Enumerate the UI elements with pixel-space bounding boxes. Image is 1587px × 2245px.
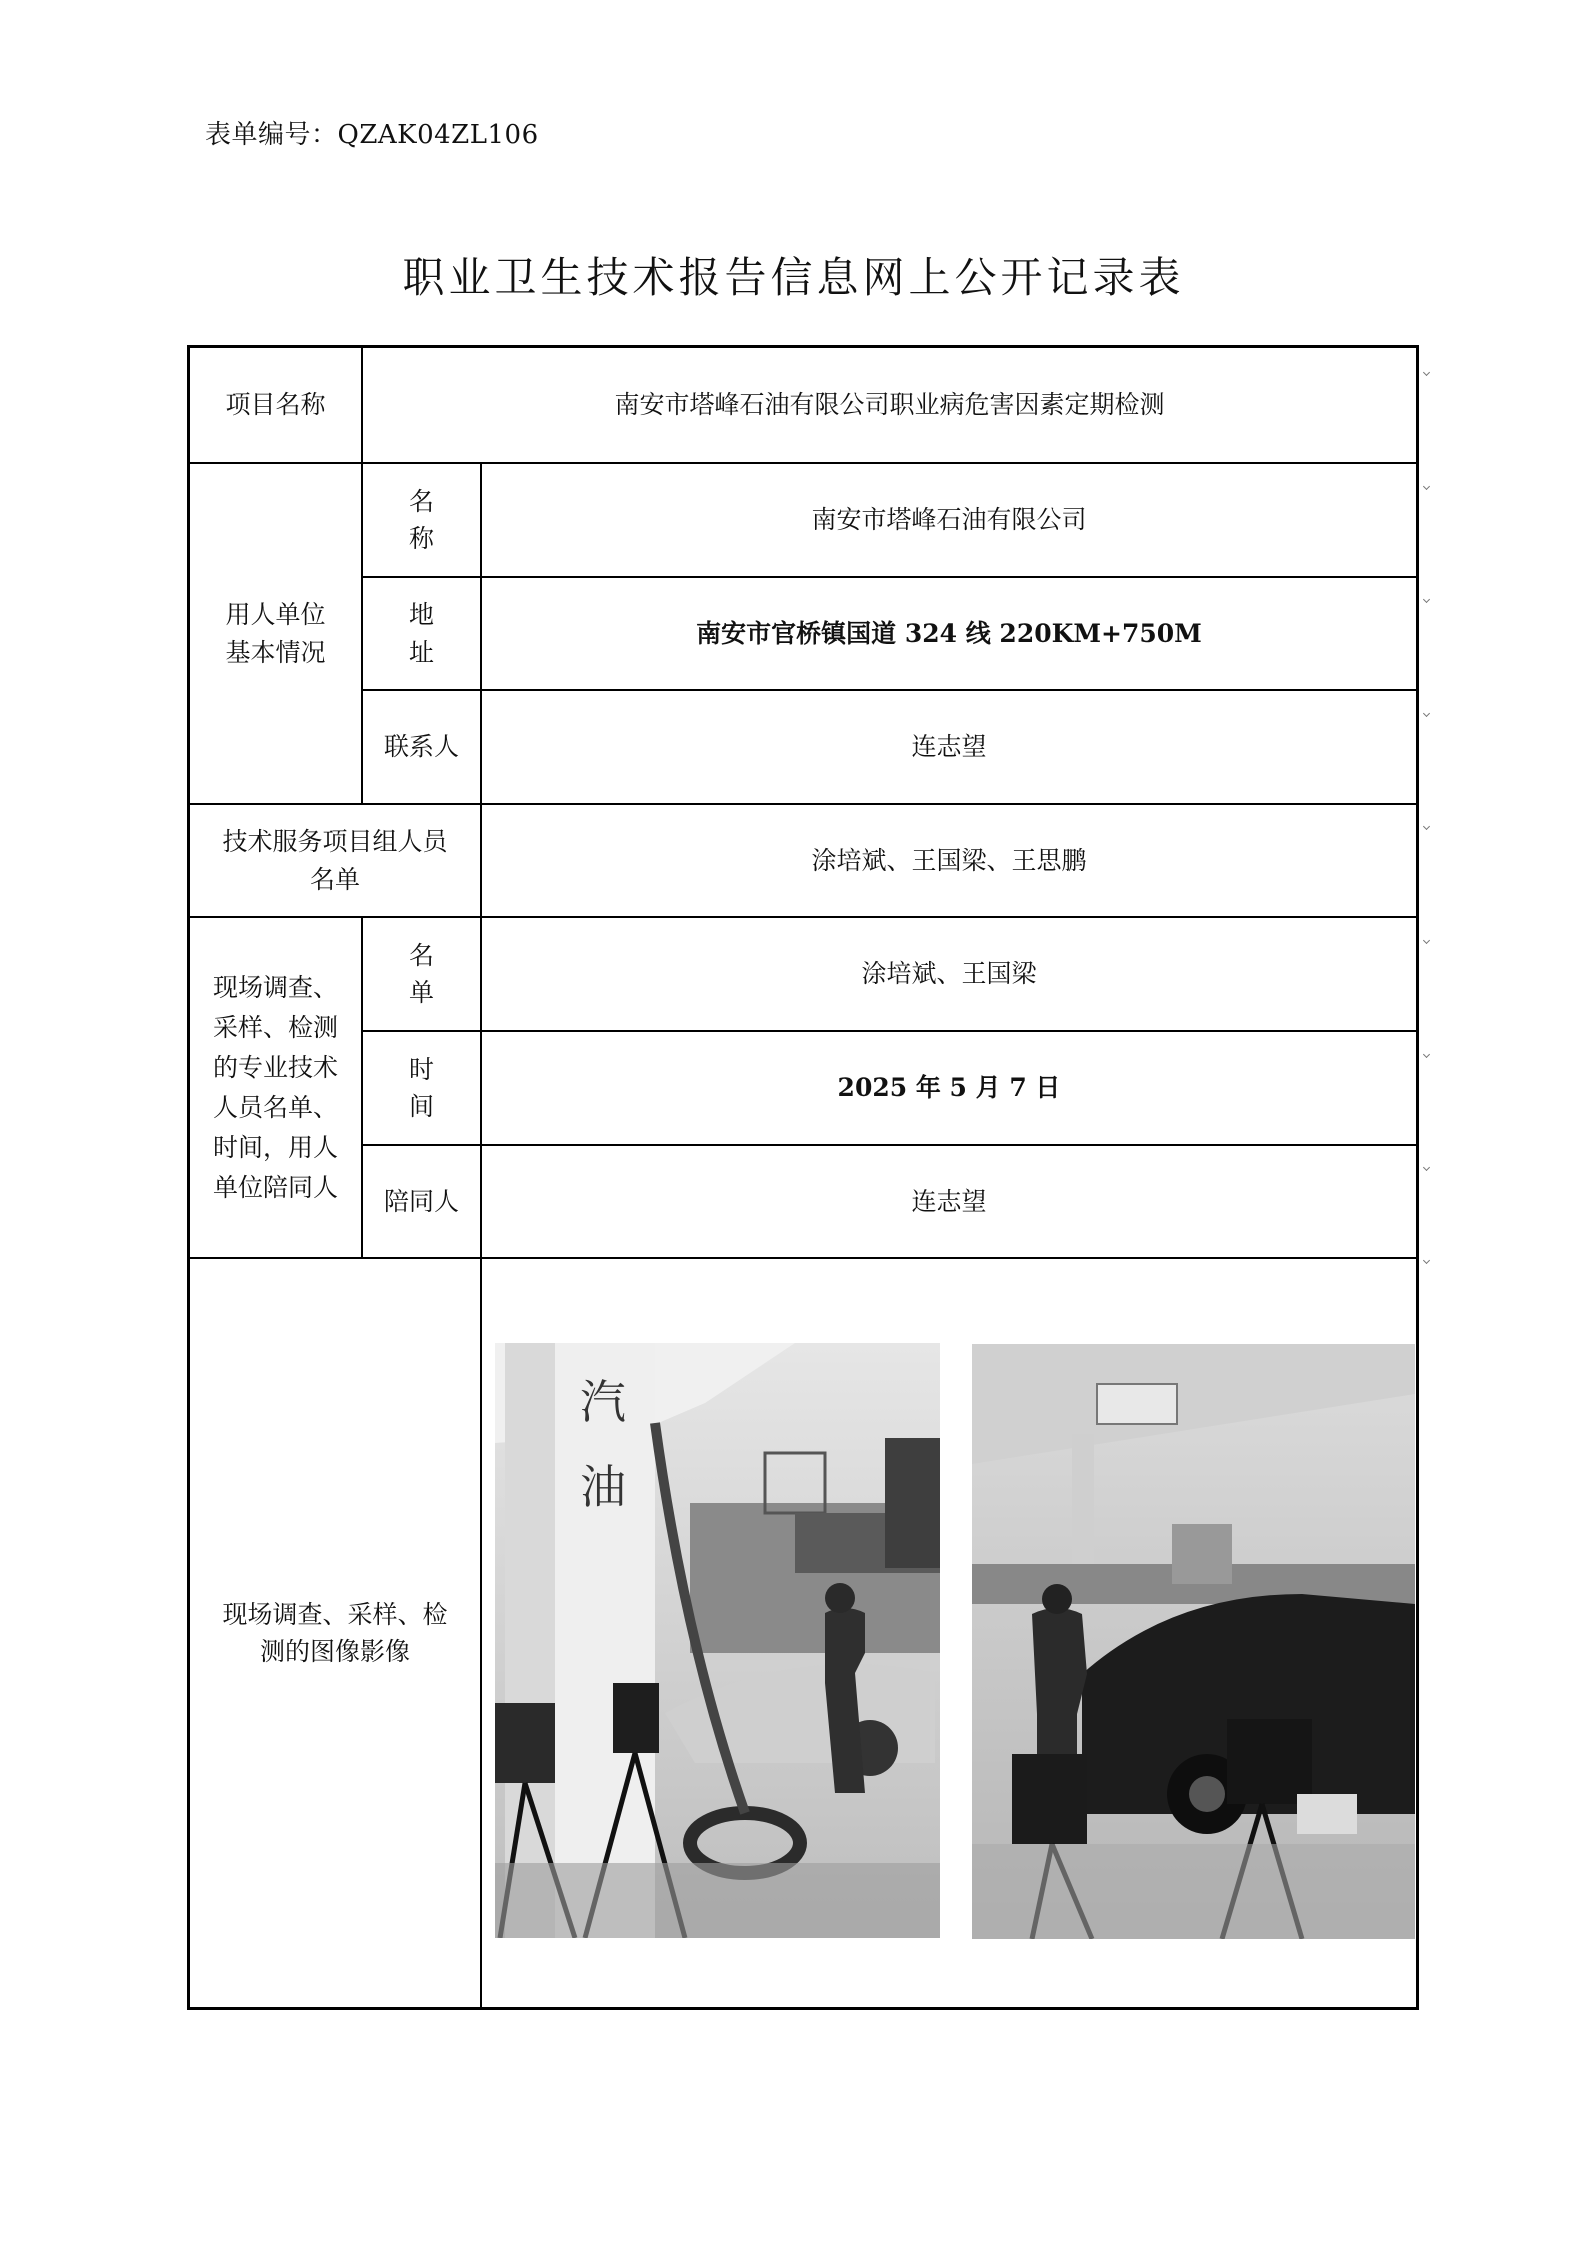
margin-mark <box>1423 1051 1430 1058</box>
time-label: 时 间 <box>408 1054 464 1121</box>
margin-mark <box>1423 369 1430 376</box>
address-label: 地 址 <box>408 600 464 667</box>
employer-name: 南安市塔峰石油有限公司 <box>811 505 1087 535</box>
time-value: 2025 年 5 月 7 日 <box>837 1073 1061 1103</box>
site-photo-fuel-pump <box>495 1343 940 1938</box>
project-label: 项目名称 <box>225 390 326 420</box>
team-label: 技术服务项目组人员 名单 <box>222 827 448 894</box>
escort-label: 陪同人 <box>383 1186 459 1216</box>
margin-mark <box>1423 710 1430 717</box>
pump-sign-line2: 油 <box>580 1460 626 1514</box>
team-value: 涂培斌、王国梁、王思鹏 <box>811 845 1087 875</box>
contact-label: 联系人 <box>383 732 459 762</box>
site-photo-sampling-car <box>972 1344 1415 1939</box>
pump-sign-line1: 汽 <box>580 1375 626 1429</box>
employer-label: 用人单位 基本情况 <box>225 600 326 667</box>
list-value: 涂培斌、王国梁 <box>861 959 1037 989</box>
margin-mark <box>1423 483 1430 490</box>
margin-mark <box>1423 1164 1430 1171</box>
employer-address: 南安市官桥镇国道 324 线 220KM+750M <box>696 618 1202 648</box>
margin-mark <box>1423 1257 1430 1264</box>
list-label: 名 单 <box>408 940 464 1007</box>
margin-mark <box>1423 596 1430 603</box>
record-table <box>187 345 1419 2010</box>
escort-value: 连志望 <box>911 1186 987 1216</box>
project-value: 南安市塔峰石油有限公司职业病危害因素定期检测 <box>614 390 1165 420</box>
field-label: 现场调查、 采样、检测 的专业技术 人员名单、 时间，用人 单位陪同人 <box>212 972 338 1202</box>
form-number: 表单编号：QZAK04ZL106 <box>205 120 539 150</box>
margin-mark <box>1423 937 1430 944</box>
document-title: 职业卫生技术报告信息网上公开记录表 <box>402 253 1185 302</box>
name-label: 名 称 <box>408 486 464 553</box>
margin-mark <box>1423 823 1430 830</box>
images-label: 现场调查、采样、检 测的图像影像 <box>222 1599 448 1666</box>
contact-value: 连志望 <box>911 732 987 762</box>
